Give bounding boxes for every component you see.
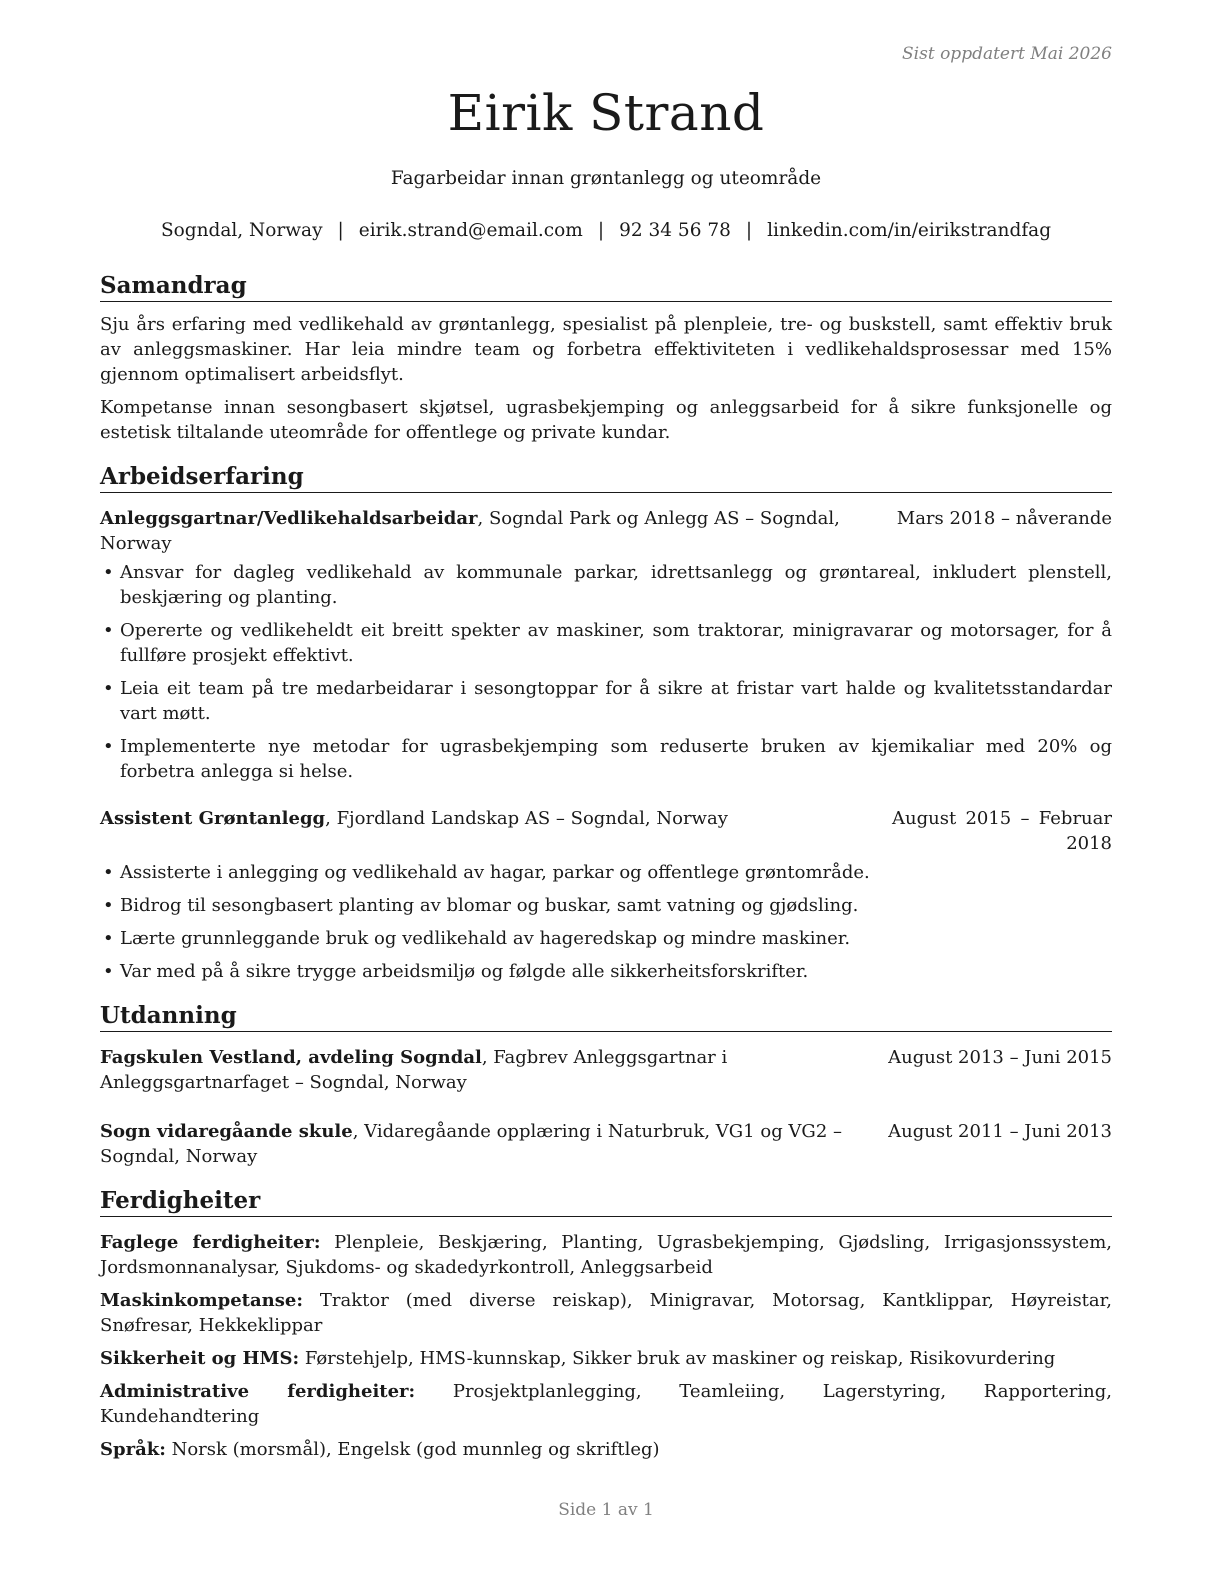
summary-paragraph: Sju års erfaring med vedlikehald av grøntanlegg, spesialist på plenpleie, tre- og buskstell, samt effektiv bruk av anleggsmaskiner. Har leia mindre team og forbetra effektiviteten i vedlikehaldsprosessar med 15% gjennom optimalisert arbeidsflyt. [100, 314, 1112, 385]
education-date: August 2011 – Juni 2013 [888, 1121, 1112, 1142]
skill-label: Sikkerheit og HMS: [100, 1348, 300, 1369]
summary-section [100, 270, 1112, 445]
education-entry [100, 1045, 1112, 1095]
skill-text: Norsk (morsmål), Engelsk (god munnleg og skriftleg) [165, 1439, 660, 1460]
education-school: Sogn vidaregåande skule [100, 1121, 353, 1142]
skill-label: Maskinkompetanse: [100, 1290, 303, 1311]
job-bullet: • Implementerte nye metodar for ugrasbekjemping som reduserte bruken av kjemikaliar med 20% og forbetra anlegga si helse. [100, 734, 1112, 784]
education-title-line [100, 1119, 868, 1169]
job-bullet: • Ansvar for dagleg vedlikehald av kommunale parkar, idrettsanlegg og grøntareal, inkludert plenstell, beskjæring og planting. [100, 560, 1112, 610]
candidate-name: Eirik Strand [447, 84, 765, 142]
education-entry [100, 1119, 1112, 1169]
summary-paragraph: Kompetanse innan sesongbasert skjøtsel, ugrasbekjemping og anleggsarbeid for å sikre funksjonelle og estetisk tiltalande uteområde for offentlege og private kundar. [100, 397, 1112, 443]
resume-body [100, 270, 1112, 1478]
skill-label: Språk: [100, 1439, 166, 1460]
education-section [100, 1000, 1112, 1169]
skill-row [100, 1437, 1112, 1462]
education-date: August 2013 – Juni 2015 [888, 1047, 1112, 1068]
candidate-tagline: Fagarbeidar innan grøntanlegg og uteområde [390, 168, 822, 189]
education-school: Fagskulen Vestland, avdeling Sogndal [100, 1047, 482, 1068]
job-date: August 2015 – Februar 2018 [892, 808, 1112, 854]
skill-row [100, 1288, 1112, 1338]
skill-label: Administrative ferdigheiter: [100, 1381, 416, 1402]
contact-location: Sogndal, Norway [160, 220, 323, 241]
skill-text: Plenpleie, Beskjæring, Planting, Ugrasbekjemping, Gjødsling, Irrigasjonssystem, Jordsmonnanalysar, Sjukdoms- og skadedyrkontroll, Anleggsarbeid [100, 1232, 1112, 1278]
job-bullet: • Lærte grunnleggande bruk og vedlikehald av hageredskap og mindre maskiner. [100, 926, 1112, 951]
job-employer: , Fjordland Landskap AS – Sogndal, Norway [325, 808, 728, 829]
job-bullets [100, 860, 1112, 984]
job-employer: , Sogndal Park og Anlegg AS – Sogndal, Norway [100, 508, 840, 554]
section-heading-experience: Arbeidserfaring [100, 461, 1112, 493]
job-header [100, 506, 1112, 556]
skills-section [100, 1185, 1112, 1462]
job-date: Mars 2018 – nåverande [896, 508, 1112, 529]
education-degree: , Vidaregåande opplæring i Naturbruk, VG1 og VG2 – Sogndal, Norway [100, 1121, 842, 1167]
page-number: Side 1 av 1 [558, 1500, 654, 1520]
section-heading-summary: Samandrag [100, 270, 1112, 302]
last-updated: Sist oppdatert Mai 2026 [902, 44, 1112, 64]
section-heading-education: Utdanning [100, 1000, 1112, 1032]
contact-separator: | [597, 220, 605, 241]
contact-separator: | [745, 220, 753, 241]
skill-text: Førstehjelp, HMS-kunnskap, Sikker bruk av maskiner og reiskap, Risikovurdering [299, 1348, 1056, 1369]
education-degree: , Fagbrev Anleggsgartnar i Anleggsgartnarfaget – Sogndal, Norway [100, 1047, 728, 1093]
contact-separator: | [337, 220, 344, 241]
job-role: Assistent Grøntanlegg [100, 808, 326, 829]
skill-row [100, 1230, 1112, 1280]
contact-email[interactable]: eirik.strand@email.com [358, 220, 583, 241]
section-heading-skills: Ferdigheiter [100, 1185, 1112, 1217]
job-header [100, 806, 1112, 856]
job-bullet: • Var med på å sikre trygge arbeidsmiljø og følgde alle sikkerheitsforskrifter. [100, 959, 1112, 984]
job-bullets [100, 560, 1112, 784]
job-bullet: • Opererte og vedlikeheldt eit breitt spekter av maskiner, som traktorar, minigravarar og motorsager, for å fullføre prosjekt effektivt. [100, 618, 1112, 668]
education-title-line [100, 1045, 868, 1095]
job-bullet: • Assisterte i anlegging og vedlikehald av hagar, parkar og offentlege grøntområde. [100, 860, 1112, 885]
skill-row [100, 1346, 1112, 1371]
job-title-line [100, 806, 872, 856]
job-bullet: • Bidrog til sesongbasert planting av blomar og buskar, samt vatning og gjødsling. [100, 893, 1112, 918]
contact-line [100, 220, 1112, 241]
job-bullet: • Leia eit team på tre medarbeidarar i sesongtoppar for å sikre at fristar vart halde og kvalitetsstandardar vart møtt. [100, 676, 1112, 726]
skill-row [100, 1379, 1112, 1429]
skill-text: Prosjektplanlegging, Teamleiing, Lagerstyring, Rapportering, Kundehandtering [100, 1381, 1113, 1427]
experience-section [100, 461, 1112, 984]
job-title-line [100, 506, 877, 556]
skill-text: Traktor (med diverse reiskap), Minigravar, Motorsag, Kantklippar, Høyreistar, Snøfresar, Hekkeklippar [100, 1290, 1112, 1336]
job-role: Anleggsgartnar/Vedlikehaldsarbeidar [100, 508, 478, 529]
contact-linkedin[interactable]: linkedin.com/in/eirikstrandfag [767, 220, 1052, 241]
skill-label: Faglege ferdigheiter: [100, 1232, 321, 1253]
contact-phone: 92 34 56 78 [619, 220, 731, 241]
